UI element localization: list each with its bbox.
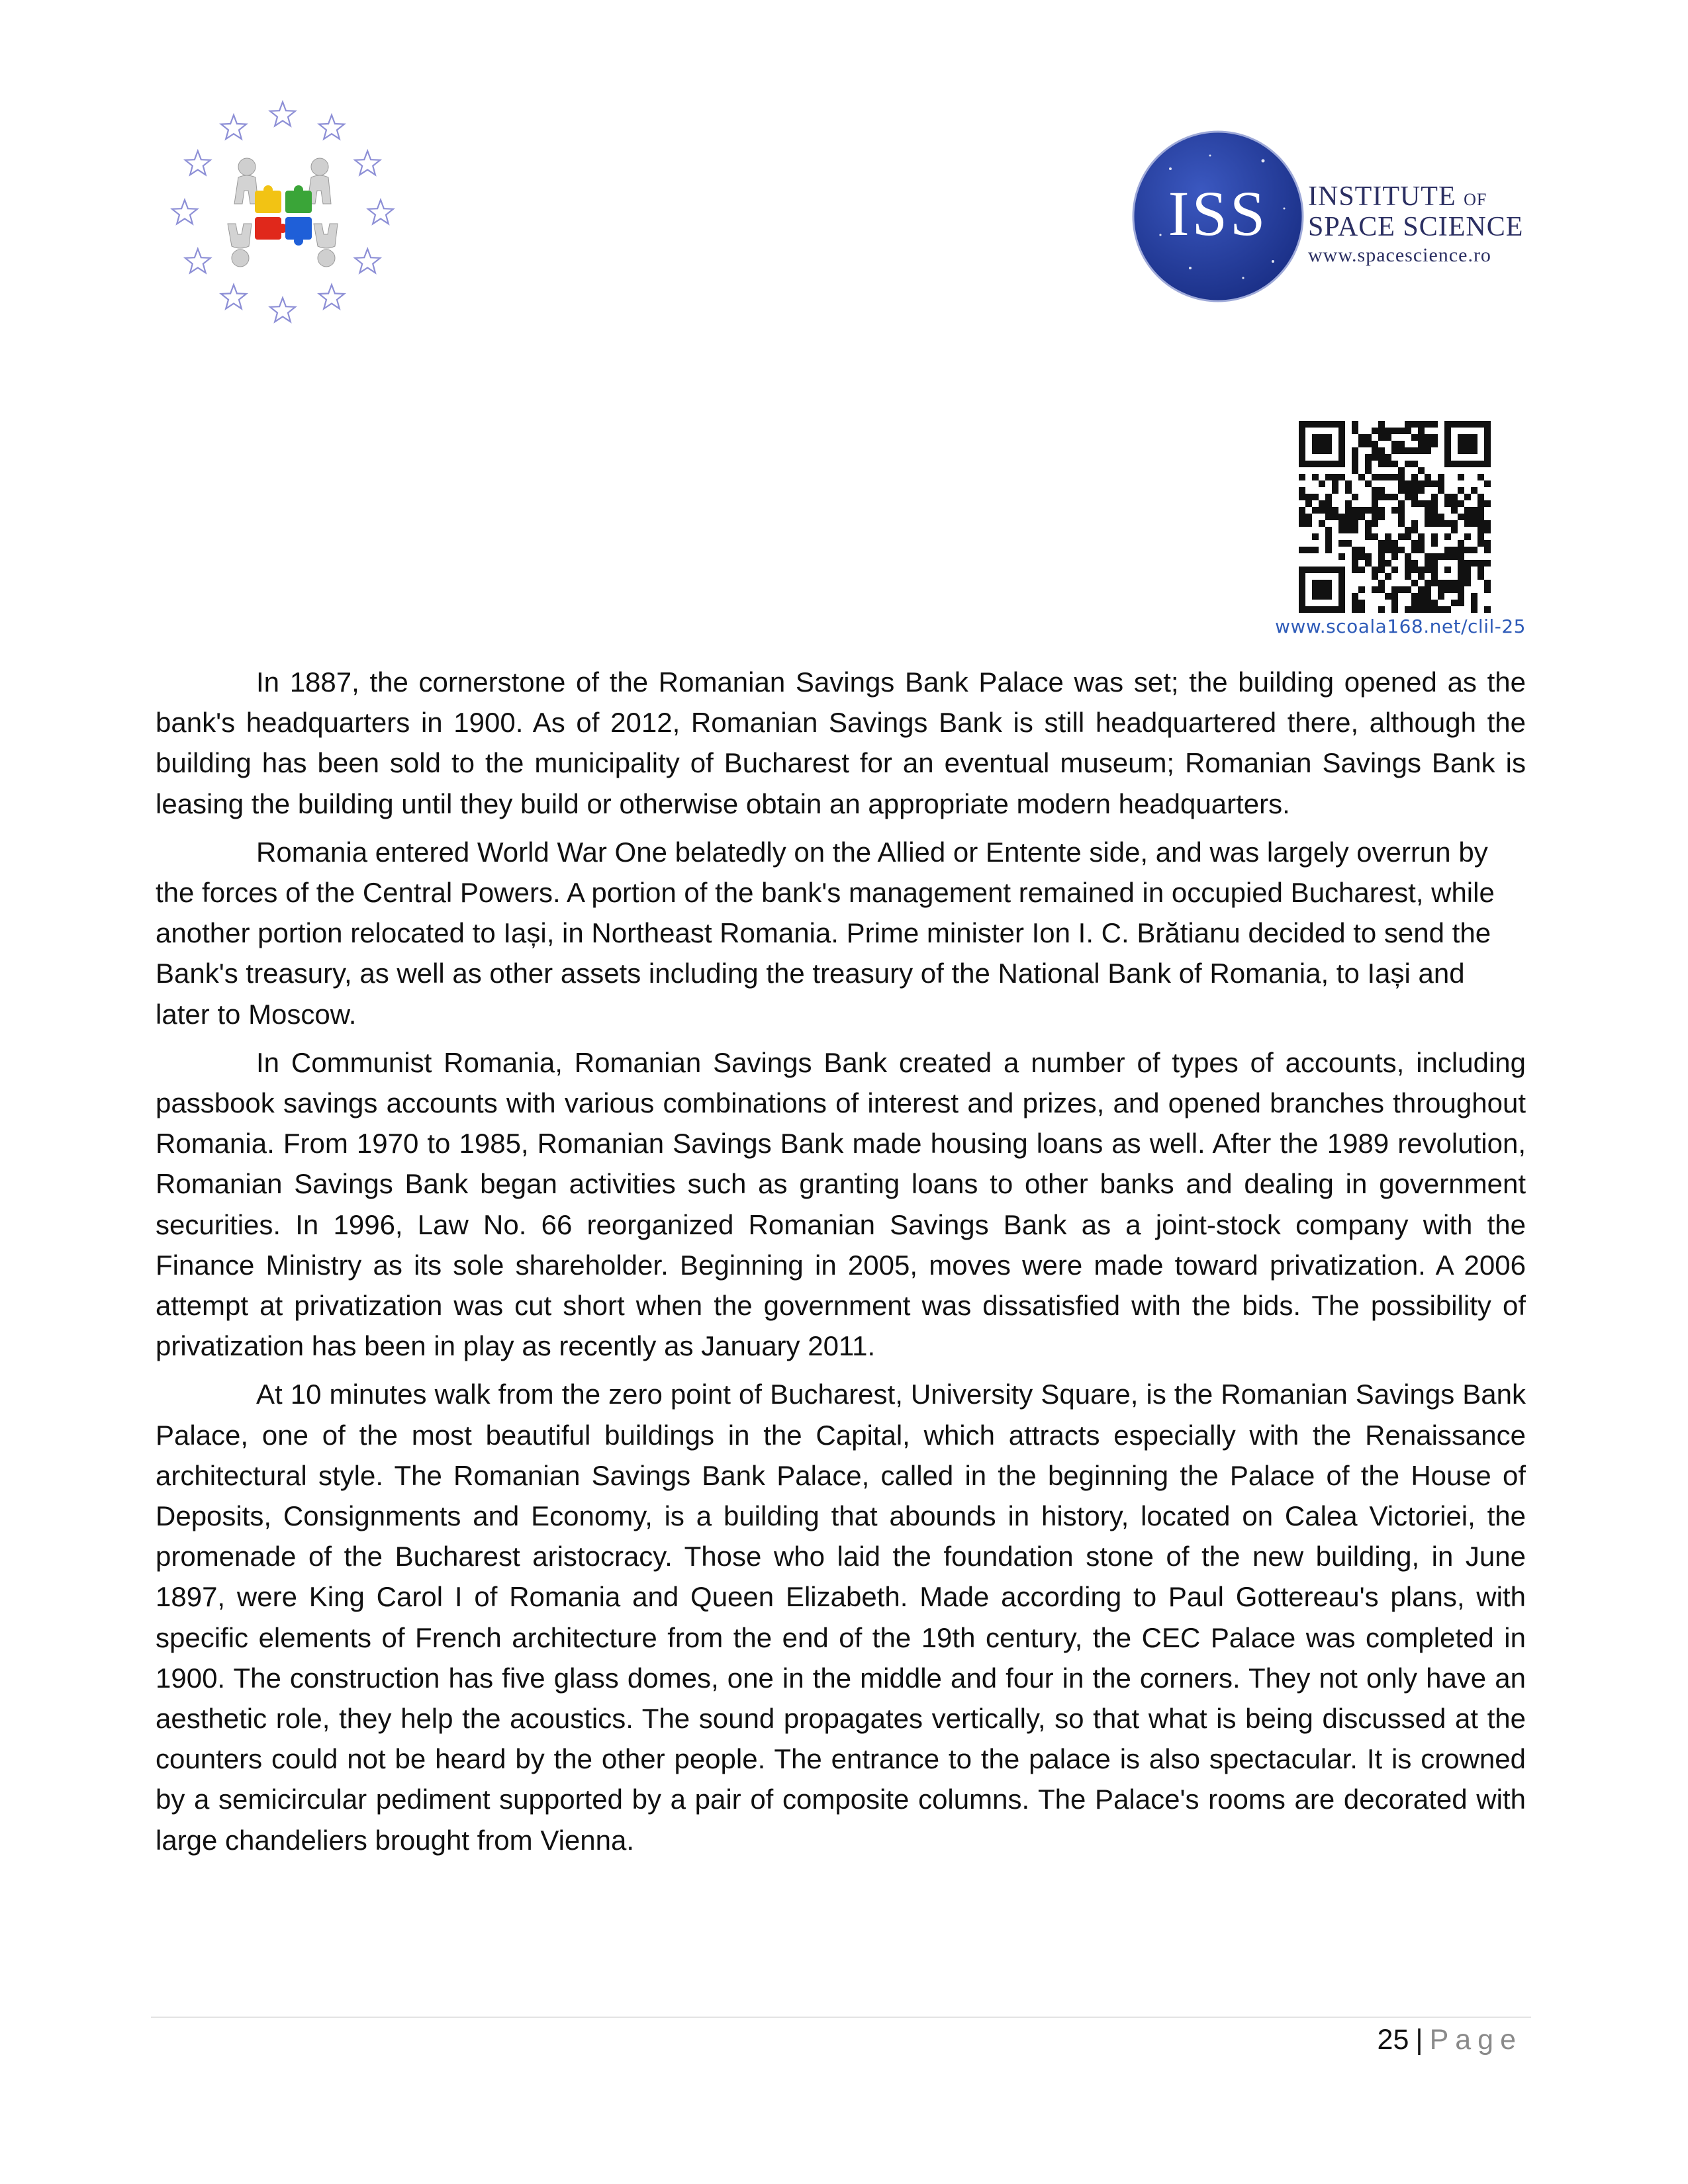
star-icon	[185, 151, 211, 175]
paragraph-2: Romania entered World War One belatedly on the Allied or Entente side, and was largely overrun by the forces of the Central Powers. A portion of the bank's management remained in occupied Bucharest, while another portion relocated to Iași, in Northeast Romania. Prime minister Ion I. C. Brătianu decided to send the Bank's treasury, as well as other assets including the treasury of the National Bank of Romania, to Iași and later to Moscow.	[156, 836, 1495, 1030]
page-footer	[1378, 2024, 1523, 2056]
figure-bottom-left	[228, 224, 252, 267]
paragraph-4: At 10 minutes walk from the zero point of Bucharest, University Square, is the Romanian Savings Bank Palace, one of the most beautiful buildings in the Capital, which attracts especially with the Renaissance architectural style. The Romanian Savings Bank Palace, called in the beginning the Palace of the House of Deposits, Consignments and Economy, is a building that abounds in history, located on Calea Victoriei, the promenade of the Bucharest aristocracy. Those who laid the foundation stone of the new building, in June 1897, were King Carol I of Romania and Queen Elizabeth. Made according to Paul Gottereau's plans, with specific elements of French architecture from the end of the 19th century, the CEC Palace was completed in 1900. The construction has five glass domes, one in the middle and four in the corners. They not only have an aesthetic role, they help the acoustics. The sound propagates vertically, so that what is being discussed at the counters could not be heard by the other people. The entrance to the palace is also spectacular. It is crowned by a semicircular pediment supported by a pair of composite columns. The Palace's rooms are decorated with large chandeliers brought from Vienna.	[156, 1379, 1526, 1856]
star-icon	[319, 285, 344, 308]
figure-top-left	[234, 158, 258, 204]
star-icon	[368, 200, 393, 224]
paragraph-3: In Communist Romania, Romanian Savings Bank created a number of types of accounts, including passbook savings accounts with various combinations of interest and prizes, and opened branches throughout Romania. From 1970 to 1985, Romanian Savings Bank made housing loans as well. After the 1989 revolution, Romanian Savings Bank began activities such as granting loans to other banks and dealing in government securities. In 1996, Law No. 66 reorganized Romanian Savings Bank as a joint-stock company with the Finance Ministry as its sole shareholder. Beginning in 2005, moves were made toward privatization. A 2006 attempt at privatization was cut short when the government was dissatisfied with the bids. The possibility of privatization has been in play as recently as January 2011.	[156, 1046, 1526, 1362]
iss-globe-icon	[1131, 129, 1306, 304]
footer-separator: |	[1415, 2024, 1423, 2056]
figure-bottom-right	[314, 224, 338, 267]
institute-of: OF	[1464, 190, 1487, 209]
star-icon	[319, 115, 344, 139]
star-icon	[221, 115, 246, 139]
page-body	[156, 662, 1526, 1868]
star-icon	[185, 249, 211, 273]
institute-word: INSTITUTE	[1308, 181, 1456, 212]
institute-url: www.spacescience.ro	[1308, 244, 1491, 266]
star-icon	[270, 298, 295, 322]
puzzle-figures-star-ring-logo-icon	[169, 99, 397, 328]
star-icon	[270, 102, 295, 126]
star-icon	[355, 151, 380, 175]
qr-url: www.scoala168.net/clil-25	[1275, 615, 1526, 637]
star-icon	[221, 285, 246, 308]
star-icon	[355, 249, 380, 273]
paragraph-1: In 1887, the cornerstone of the Romanian Savings Bank Palace was set; the building opened as the bank's headquarters in 1900. As of 2012, Romanian Savings Bank is still headquartered there, although the building has been sold to the municipality of Bucharest for an eventual museum; Romanian Savings Bank is leasing the building until they build or otherwise obtain an appropriate modern headquarters.	[156, 666, 1526, 819]
institute-line-2: SPACE SCIENCE	[1308, 212, 1524, 242]
institute-line-1	[1308, 181, 1487, 212]
page-number: 25	[1377, 2024, 1409, 2056]
iss-logo	[1131, 129, 1528, 304]
page-label: Page	[1429, 2024, 1523, 2056]
star-icon	[172, 200, 197, 224]
iss-letters: ISS	[1168, 178, 1268, 249]
footer-divider	[151, 2017, 1531, 2018]
qr-code-icon	[1299, 421, 1491, 613]
